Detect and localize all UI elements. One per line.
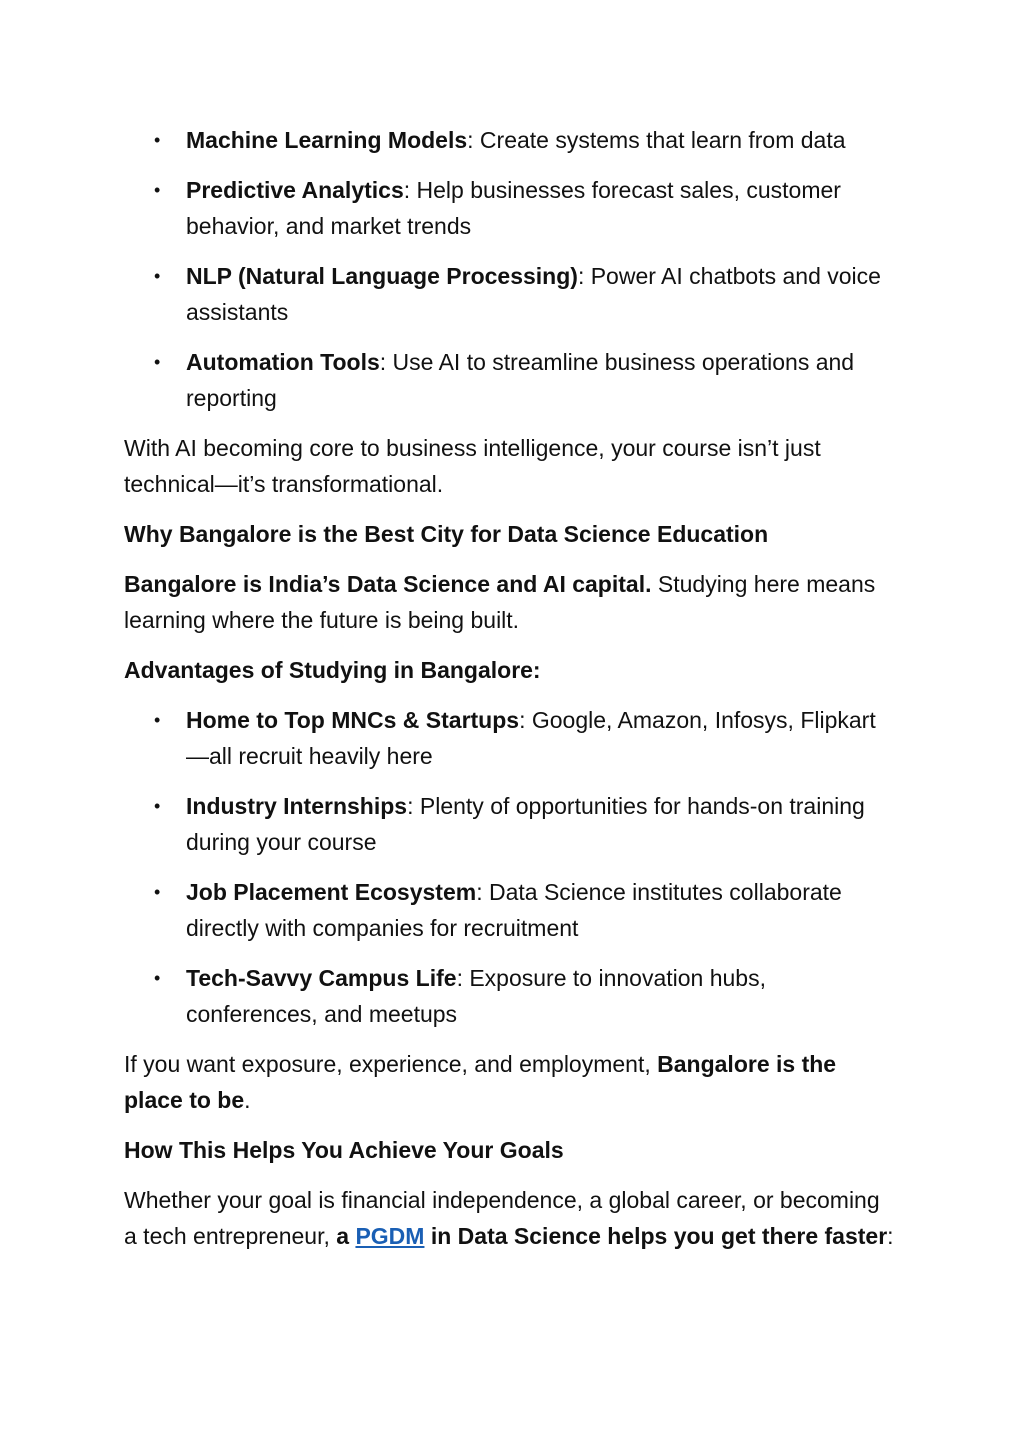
paragraph-bangalore-capital (124, 566, 895, 638)
ai-skills-list (124, 122, 895, 416)
bullet-icon: • (154, 266, 161, 286)
item-title: NLP (Natural Language Processing) (186, 263, 578, 289)
item-title: Home to Top MNCs & Startups (186, 707, 520, 733)
list-item (124, 960, 895, 1032)
list-item (124, 122, 895, 158)
section-heading-goals: How This Helps You Achieve Your Goals (124, 1137, 564, 1163)
list-item (124, 172, 895, 244)
paragraph-text: Whether your goal is financial independence, a global career, or becoming a tech entrepreneur, (124, 1187, 880, 1249)
list-item (124, 258, 895, 330)
paragraph-bold-text: in Data Science helps you get there faster (424, 1223, 888, 1249)
bullet-icon: • (154, 180, 161, 200)
section-heading-bangalore: Why Bangalore is the Best City for Data Science Education (124, 521, 769, 547)
item-title: Tech-Savvy Campus Life (186, 965, 457, 991)
item-text: : Google, Amazon, Infosys, Flipkart—all recruit heavily here (186, 707, 876, 769)
paragraph-bold-text: Bangalore is the place to be (124, 1051, 837, 1113)
list-item (124, 702, 895, 774)
bullet-icon: • (154, 710, 161, 730)
advantages-list (124, 702, 895, 1032)
bullet-icon: • (154, 130, 161, 150)
bullet-icon: • (154, 882, 161, 902)
item-text: : Exposure to innovation hubs, conferences, and meetups (186, 965, 766, 1027)
bullet-icon: • (154, 796, 161, 816)
section-heading-advantages: Advantages of Studying in Bangalore: (124, 657, 541, 683)
paragraph-place-to-be (124, 1046, 895, 1118)
item-title: Machine Learning Models (186, 127, 468, 153)
item-title: Predictive Analytics (186, 177, 404, 203)
item-title: Job Placement Ecosystem (186, 879, 477, 905)
paragraph-text: . (244, 1087, 251, 1113)
list-item (124, 788, 895, 860)
pgdm-link[interactable]: PGDM (355, 1223, 425, 1249)
list-item (124, 344, 895, 416)
bullet-icon: • (154, 968, 161, 988)
item-title: Automation Tools (186, 349, 380, 375)
item-title: Industry Internships (186, 793, 408, 819)
paragraph-text: : (887, 1223, 894, 1249)
paragraph-bold-text: a (336, 1223, 356, 1249)
item-text: : Power AI chatbots and voice assistants (186, 263, 881, 325)
paragraph-ai-core: With AI becoming core to business intelligence, your course isn’t just technical—it’s transformational. (124, 435, 821, 497)
paragraph-goals (124, 1182, 895, 1254)
item-text: : Plenty of opportunities for hands-on training during your course (186, 793, 865, 855)
item-text: : Help businesses forecast sales, customer behavior, and market trends (186, 177, 841, 239)
list-item (124, 874, 895, 946)
item-text: : Data Science institutes collaborate directly with companies for recruitment (186, 879, 842, 941)
paragraph-bold-text: Bangalore is India’s Data Science and AI capital. (124, 571, 652, 597)
paragraph-text: If you want exposure, experience, and employment, (124, 1051, 658, 1077)
item-text: : Create systems that learn from data (467, 127, 846, 153)
bullet-icon: • (154, 352, 161, 372)
paragraph-text: Studying here means learning where the future is being built. (124, 571, 876, 633)
item-text: : Use AI to streamline business operations and reporting (186, 349, 855, 411)
